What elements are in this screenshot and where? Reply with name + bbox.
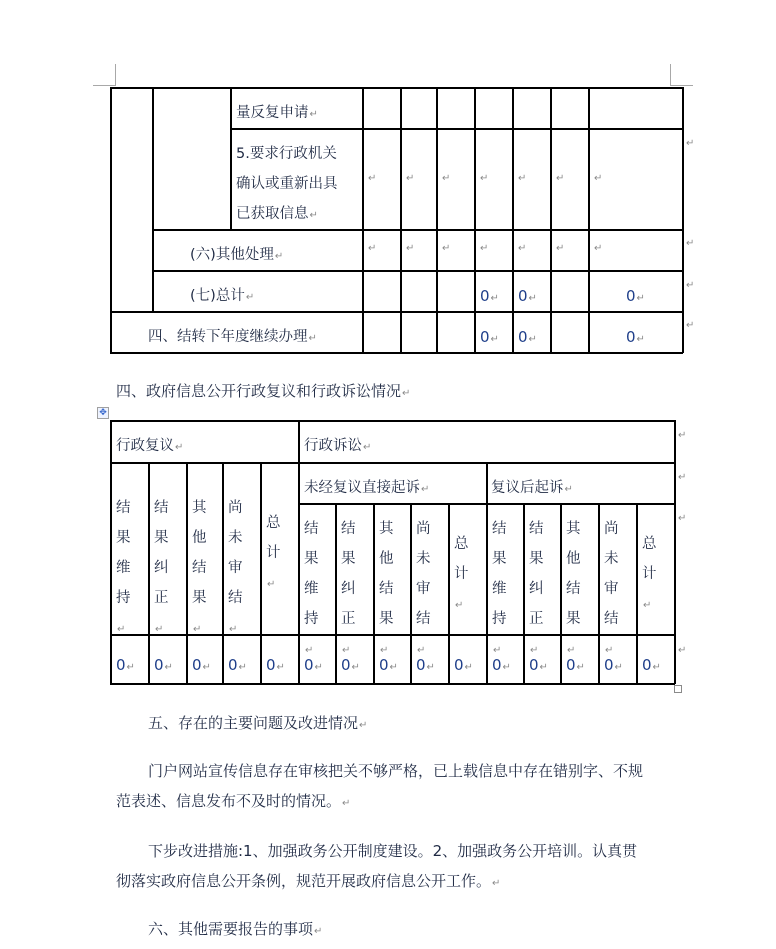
paragraph-line: 彻落实政府信息公开条例，规范开展政府信息公开工作。↵ (116, 872, 501, 890)
table1-border-right (682, 87, 684, 353)
section-heading: 四、政府信息公开行政复议和行政诉讼情况↵ (116, 382, 411, 400)
paragraph-mark: ↵ (678, 472, 687, 483)
table2-col-line (448, 503, 450, 684)
paragraph-mark: ↵ (686, 280, 695, 291)
table2-col-line (636, 503, 638, 684)
table2-col-line (148, 462, 150, 684)
table2-col-line (222, 462, 224, 684)
table2-col-line (186, 462, 188, 684)
table1-col-line (400, 87, 402, 353)
paragraph-mark: ↵ (594, 243, 603, 254)
table2-cell-value: 0↵ (642, 656, 661, 674)
table2-cell-value: 0↵ (454, 656, 473, 674)
table1-col-line (474, 87, 476, 353)
page-corner-mark-left (93, 64, 116, 86)
header-administrative-litigation: 行政诉讼↵ (304, 438, 372, 454)
header-direct-litigation: 未经复议直接起诉↵ (304, 480, 430, 496)
paragraph-mark: ↵ (594, 173, 603, 184)
paragraph-mark: ↵ (368, 173, 377, 184)
table2-cell-value: 0↵ (379, 656, 398, 674)
table2-border-bottom (110, 683, 675, 685)
table2-col-line (373, 503, 375, 684)
table1-col-line (436, 87, 438, 353)
paragraph-mark: ↵ (442, 173, 451, 184)
table1-row-line (152, 229, 683, 231)
table1-row-label: (六)其他处理↵ (190, 247, 284, 263)
table2-column-header: 尚未审结↵ (604, 521, 619, 656)
table2-col-line (560, 503, 562, 684)
table2-column-header: 其他结果↵ (566, 521, 581, 656)
table1-col-line (152, 87, 154, 311)
table1-row-label: 已获取信息↵ (236, 206, 318, 222)
table2-cell-value: 0↵ (304, 656, 323, 674)
paragraph-mark: ↵ (686, 238, 695, 249)
table2-column-header: 结果维持↵ (492, 521, 507, 656)
table2-column-header: 结果纠正↵ (341, 521, 356, 656)
table1-col-line (230, 87, 232, 229)
paragraph-mark: ↵ (686, 320, 695, 331)
table2-column-header: 结果纠正↵ (154, 500, 169, 635)
paragraph-mark: ↵ (678, 513, 687, 524)
table2-cell-value: 0↵ (492, 656, 511, 674)
table1-cell-value: 0↵ (518, 287, 537, 305)
table2-cell-value: 0↵ (416, 656, 435, 674)
table2-cell-value: 0↵ (604, 656, 623, 674)
table2-row-line (110, 462, 675, 464)
table1-cell-value: 0↵ (626, 287, 645, 305)
table2-col-line (260, 462, 262, 684)
paragraph-mark: ↵ (406, 243, 415, 254)
table1-cell-value: 0↵ (518, 328, 537, 346)
table1-col-line (362, 87, 364, 353)
table2-cell-value: 0↵ (154, 656, 173, 674)
table2-col-line (486, 462, 488, 684)
paragraph-mark: ↵ (556, 173, 565, 184)
paragraph-mark: ↵ (480, 173, 489, 184)
paragraph-line: 下步改进措施:1、加强政务公开制度建设。2、加强政务公开培训。认真贯 (148, 842, 638, 860)
table2-column-header: 其他结果↵ (192, 500, 207, 635)
table1-col-line (588, 87, 590, 353)
header-administrative-review: 行政复议↵ (116, 438, 184, 454)
table1-row-label: 确认或重新出具 (236, 176, 338, 192)
table2-cell-value: 0↵ (266, 656, 285, 674)
table2-column-header: 其他结果↵ (379, 521, 394, 656)
paragraph-mark: ↵ (518, 243, 527, 254)
table1-row-label: 量反复申请↵ (236, 105, 318, 121)
paragraph-mark: ↵ (406, 173, 415, 184)
table2-column-header: 总计↵ (266, 515, 281, 590)
table-resize-handle[interactable] (674, 685, 682, 693)
paragraph-mark: ↵ (556, 243, 565, 254)
table2-column-header: 结果维持↵ (304, 521, 319, 656)
table2-cell-value: 0↵ (529, 656, 548, 674)
table1-cell-value: 0↵ (480, 287, 499, 305)
table2-cell-value: 0↵ (566, 656, 585, 674)
table2-border-left (110, 420, 112, 684)
table2-column-header: 结果纠正↵ (529, 521, 544, 656)
table1-border-top (110, 87, 683, 89)
table2-column-header: 结果维持↵ (116, 500, 131, 635)
table1-row-label: (七)总计↵ (190, 288, 255, 304)
paragraph-mark: ↵ (442, 243, 451, 254)
table2-column-header: 尚未审结↵ (416, 521, 431, 656)
paragraph-mark: ↵ (480, 243, 489, 254)
paragraph-mark: ↵ (368, 243, 377, 254)
table1-cell-value: 0↵ (626, 328, 645, 346)
paragraph-line: 范表述、信息发布不及时的情况。↵ (116, 792, 351, 810)
table1-col-line (512, 87, 514, 353)
paragraph-mark: ↵ (686, 138, 695, 149)
table2-col-line (298, 420, 300, 684)
paragraph-mark: ↵ (678, 645, 687, 656)
table2-column-header: 总计↵ (454, 536, 469, 611)
section-heading: 六、其他需要报告的事项↵ (148, 920, 323, 938)
table2-cell-value: 0↵ (341, 656, 360, 674)
table2-col-line (335, 503, 337, 684)
table-move-handle[interactable]: ✥ (97, 407, 109, 419)
table1-col-line (550, 87, 552, 353)
table2-cell-value: 0↵ (192, 656, 211, 674)
table1-row-label: 5.要求行政机关 (236, 146, 337, 162)
table1-row-label: 四、结转下年度继续办理↵ (148, 329, 317, 345)
paragraph-line: 门户网站宣传信息存在审核把关不够严格，已上载信息中存在错别字、不规 (148, 762, 644, 780)
table2-col-line (410, 503, 412, 684)
paragraph-mark: ↵ (678, 430, 687, 441)
table2-col-line (598, 503, 600, 684)
header-litigation-after-review: 复议后起诉↵ (491, 480, 573, 496)
table2-border-top (110, 420, 675, 422)
paragraph-mark: ↵ (518, 173, 527, 184)
table2-cell-value: 0↵ (228, 656, 247, 674)
table2-cell-value: 0↵ (116, 656, 135, 674)
page-corner-mark-right (670, 64, 693, 86)
table2-col-line (523, 503, 525, 684)
table2-column-header: 总计↵ (642, 536, 657, 611)
section-heading: 五、存在的主要问题及改进情况↵ (148, 714, 368, 732)
table2-border-right (674, 420, 676, 684)
table2-column-header: 尚未审结↵ (228, 500, 243, 635)
table1-border-left (110, 87, 112, 353)
table1-cell-value: 0↵ (480, 328, 499, 346)
